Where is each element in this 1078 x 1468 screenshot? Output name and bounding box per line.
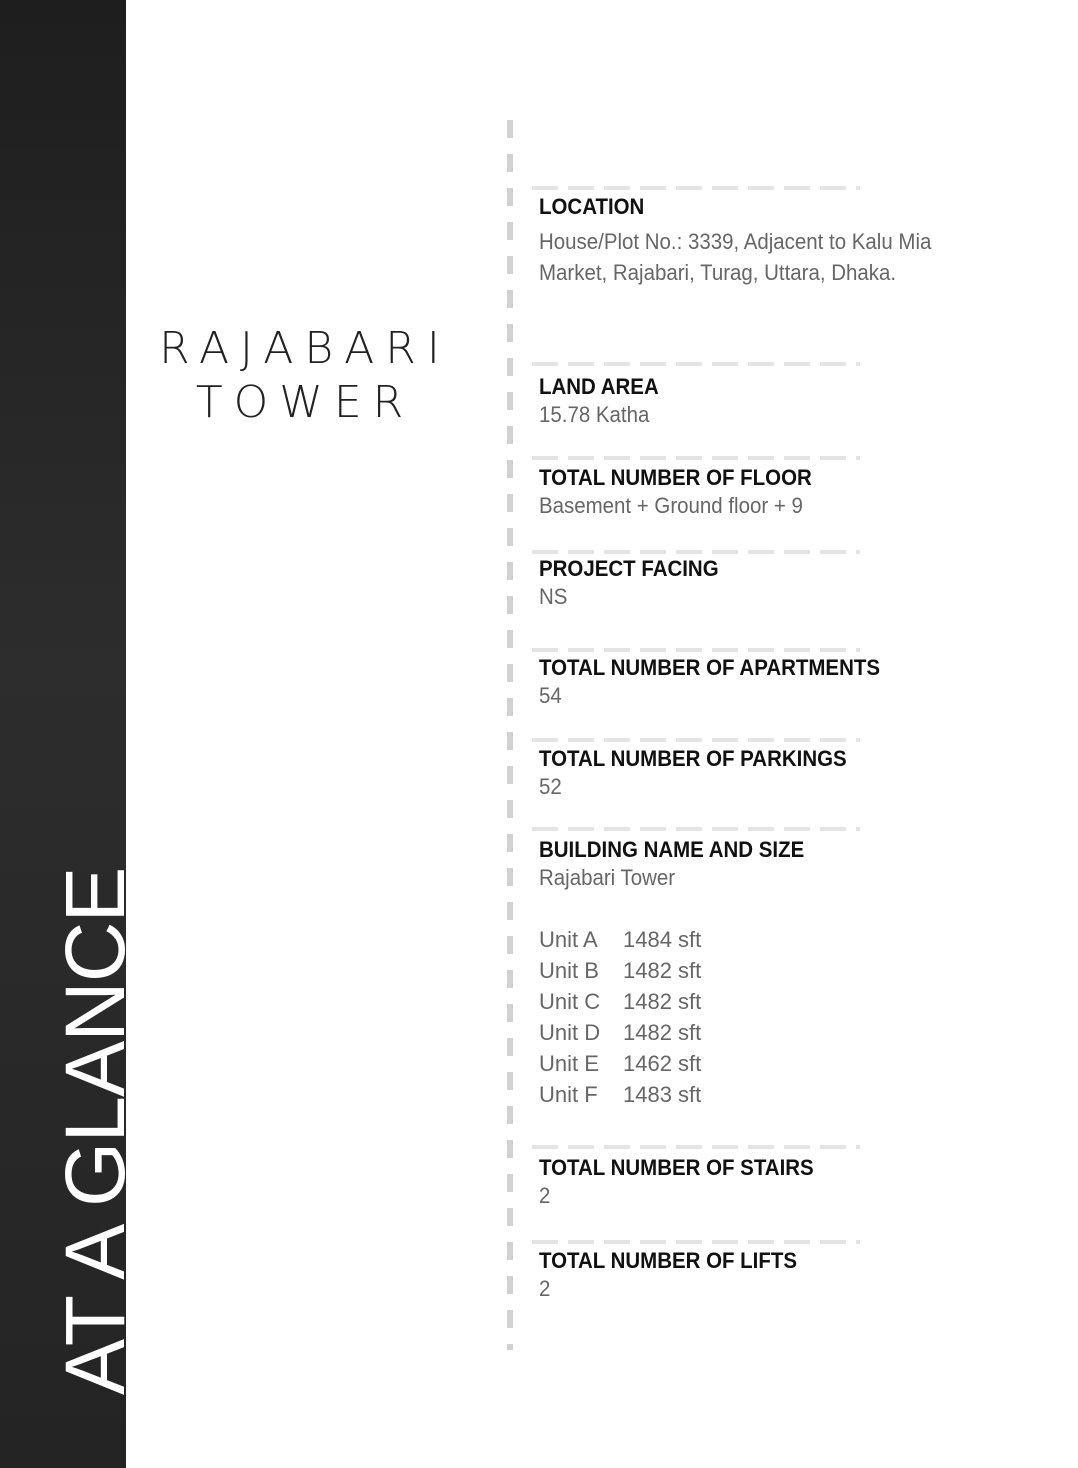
unit-name: Unit F xyxy=(539,1082,598,1107)
unit-size: 1483 sft xyxy=(623,1082,702,1107)
facing-value: NS xyxy=(539,584,568,609)
location-section xyxy=(539,193,959,288)
sidebar xyxy=(0,0,142,1468)
floors-section xyxy=(539,464,959,521)
project-name xyxy=(150,322,460,430)
location-label: LOCATION xyxy=(539,194,645,219)
floors-value: Basement + Ground floor + 9 xyxy=(539,493,803,518)
stairs-value: 2 xyxy=(539,1183,551,1208)
section-divider xyxy=(532,1145,860,1149)
land-area-section xyxy=(539,373,959,430)
project-name-line1: RAJABARI xyxy=(159,323,451,374)
facing-label: PROJECT FACING xyxy=(539,556,719,581)
section-divider xyxy=(532,1240,860,1244)
unit-size: 1482 sft xyxy=(623,989,702,1014)
unit-name: Unit B xyxy=(539,958,599,983)
unit-name: Unit C xyxy=(539,989,601,1014)
unit-name: Unit E xyxy=(539,1051,599,1076)
unit-size: 1482 sft xyxy=(623,1020,702,1045)
unit-list xyxy=(539,924,701,1110)
section-divider xyxy=(532,362,860,366)
unit-name: Unit D xyxy=(539,1020,601,1045)
section-divider xyxy=(532,827,860,831)
building-section xyxy=(539,836,959,893)
section-divider xyxy=(532,186,860,190)
section-divider xyxy=(532,738,860,742)
lifts-label: TOTAL NUMBER OF LIFTS xyxy=(539,1248,798,1273)
land-area-label: LAND AREA xyxy=(539,374,659,399)
sidebar-title: AT A GLANCE xyxy=(48,867,142,1395)
apartments-label: TOTAL NUMBER OF APARTMENTS xyxy=(539,655,880,680)
section-divider xyxy=(532,648,860,652)
unit-size: 1484 sft xyxy=(623,927,702,952)
building-value: Rajabari Tower xyxy=(539,865,676,890)
unit-row xyxy=(539,1048,701,1079)
parkings-value: 52 xyxy=(539,774,562,799)
apartments-value: 54 xyxy=(539,683,562,708)
unit-size: 1482 sft xyxy=(623,958,702,983)
land-area-value: 15.78 Katha xyxy=(539,402,650,427)
location-value-line1: House/Plot No.: 3339, Adjacent to Kalu Mia xyxy=(539,229,932,254)
unit-name: Unit A xyxy=(539,927,598,952)
stairs-section xyxy=(539,1154,959,1211)
lifts-section xyxy=(539,1247,959,1304)
facing-section xyxy=(539,555,959,612)
unit-size: 1462 sft xyxy=(623,1051,702,1076)
section-divider xyxy=(532,550,860,554)
parkings-label: TOTAL NUMBER OF PARKINGS xyxy=(539,746,847,771)
apartments-section xyxy=(539,654,959,711)
lifts-value: 2 xyxy=(539,1276,551,1301)
unit-row xyxy=(539,955,701,986)
section-divider xyxy=(532,456,860,460)
project-name-line2: TOWER xyxy=(195,377,415,428)
unit-row xyxy=(539,1017,701,1048)
vertical-divider xyxy=(507,120,513,1350)
unit-row xyxy=(539,1079,701,1110)
unit-row xyxy=(539,986,701,1017)
location-value-line2: Market, Rajabari, Turag, Uttara, Dhaka. xyxy=(539,260,897,285)
building-label: BUILDING NAME AND SIZE xyxy=(539,837,805,862)
parkings-section xyxy=(539,745,959,802)
unit-row xyxy=(539,924,701,955)
stairs-label: TOTAL NUMBER OF STAIRS xyxy=(539,1155,814,1180)
floors-label: TOTAL NUMBER OF FLOOR xyxy=(539,465,812,490)
